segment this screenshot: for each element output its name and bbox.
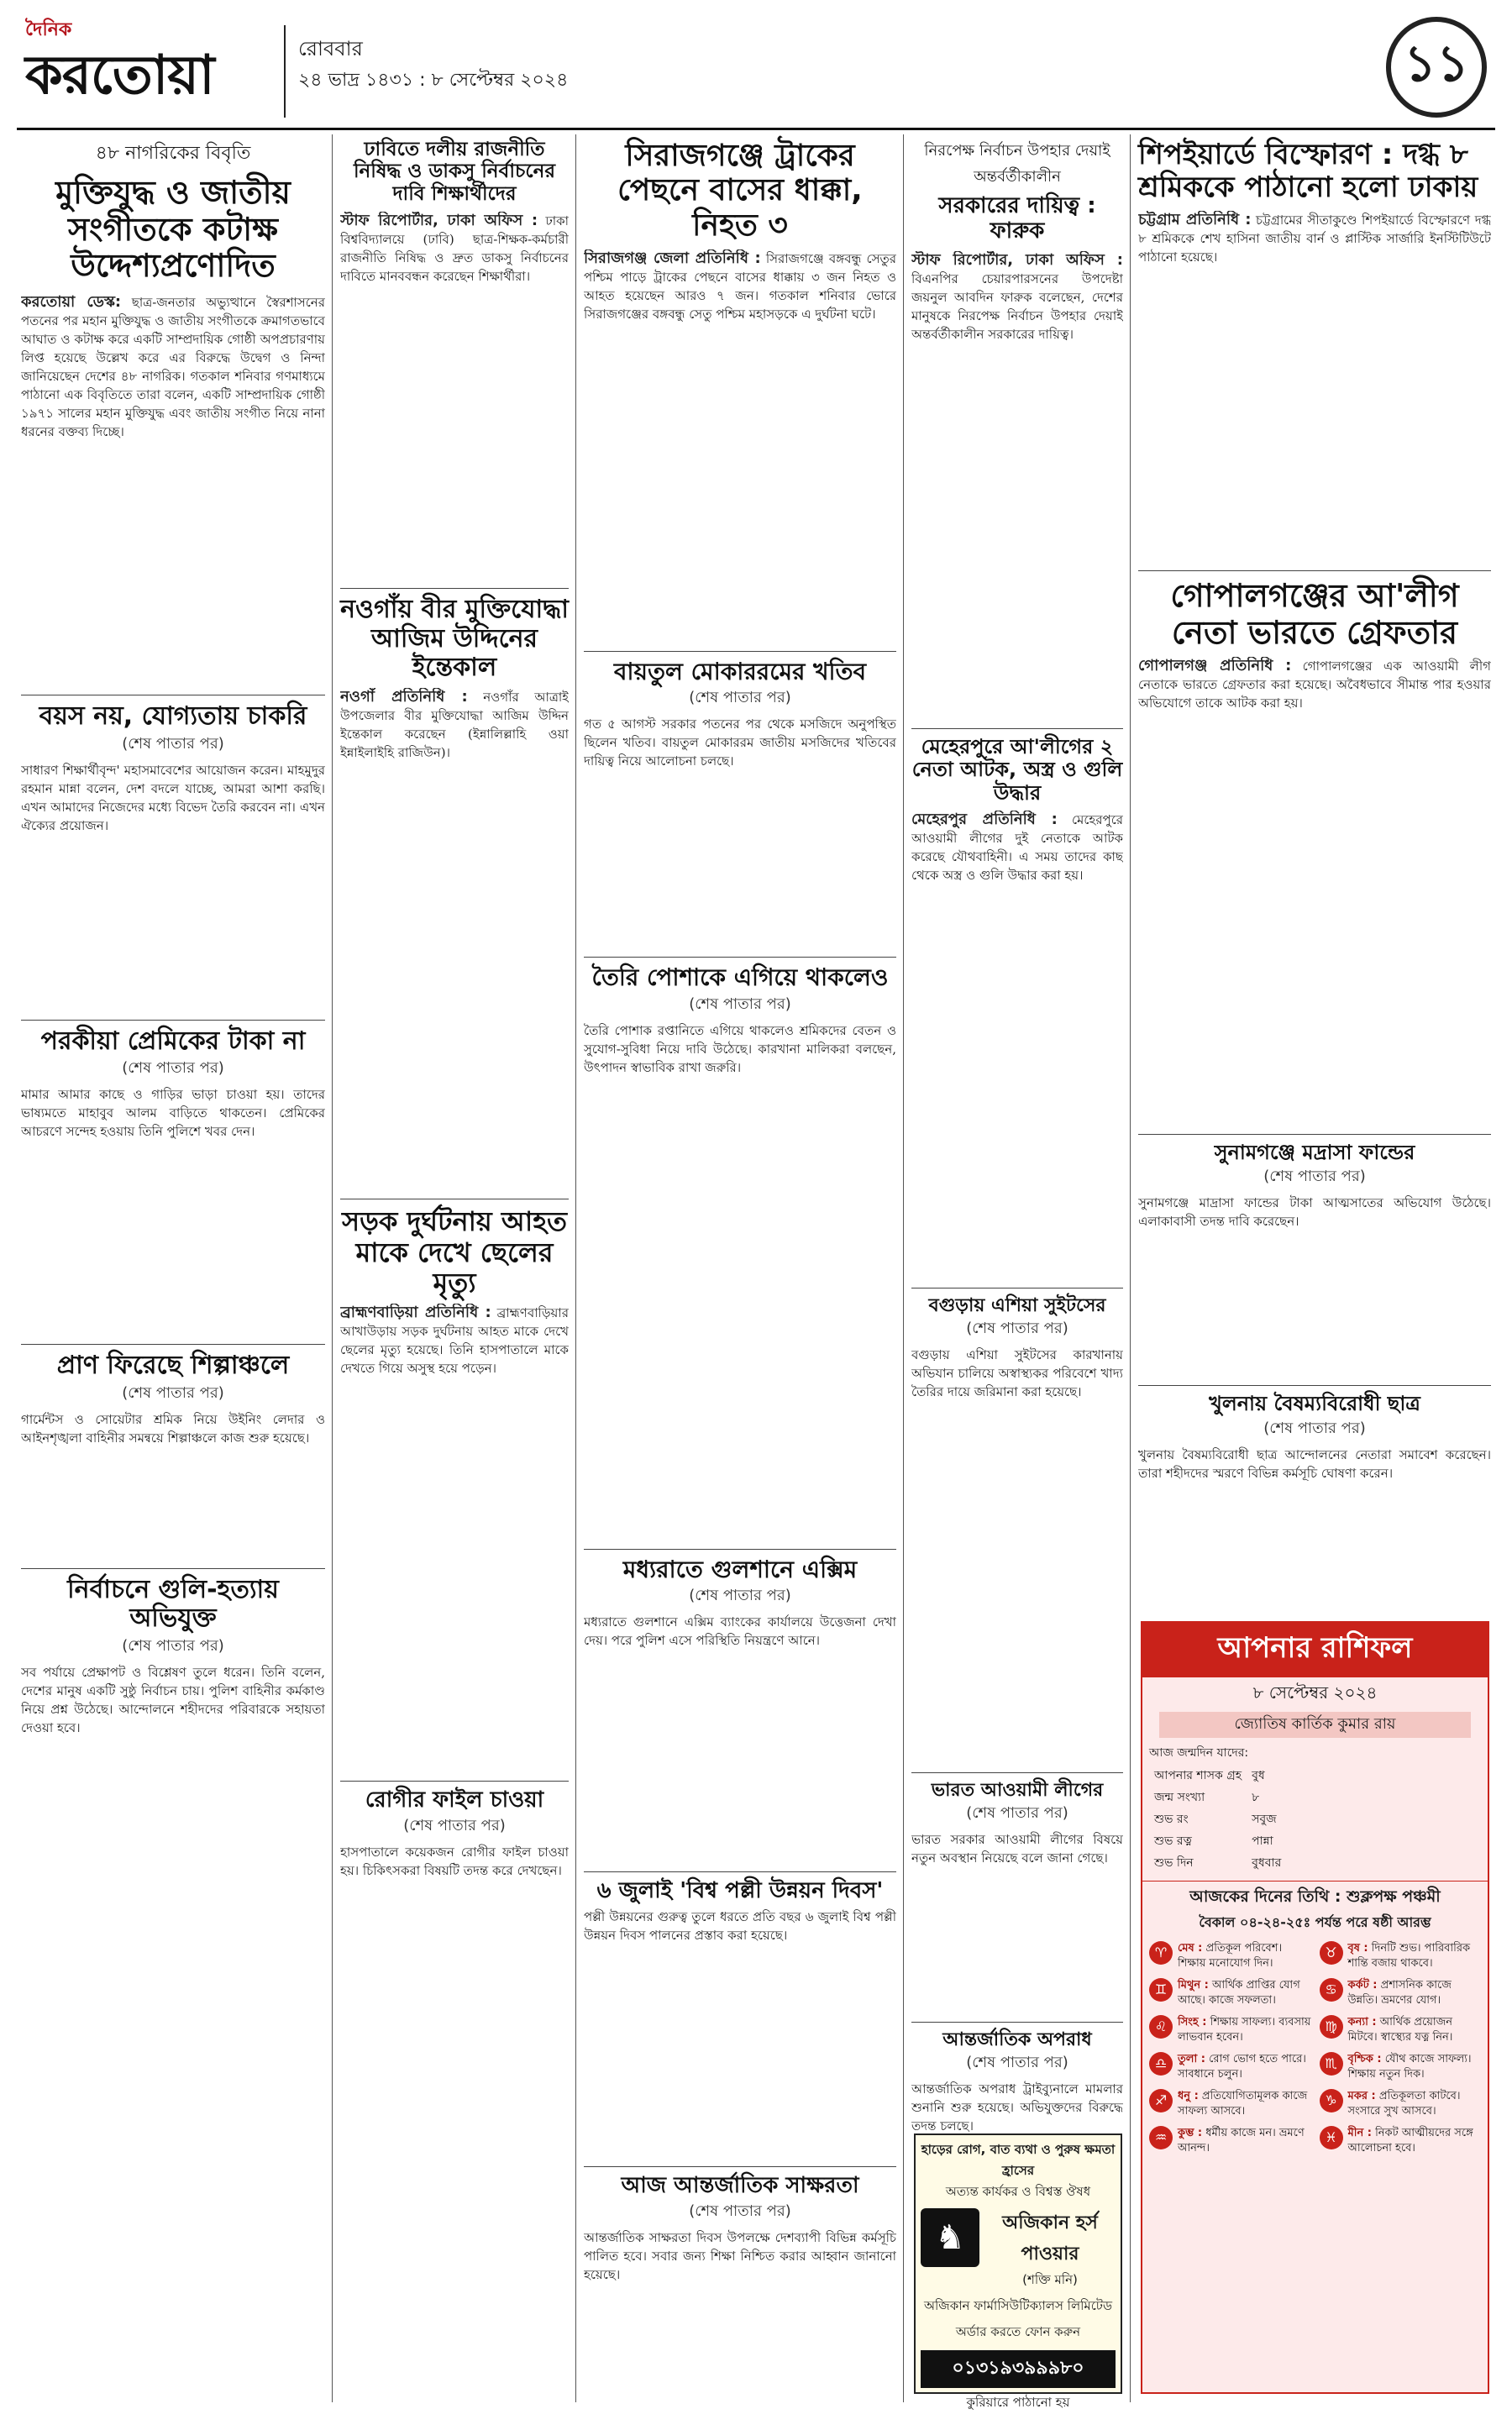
horoscope-sign-name: মেষ : xyxy=(1178,1942,1203,1955)
article-headline[interactable]: সরকারের দায়িত্ব : ফারুক xyxy=(938,193,1096,244)
masthead-divider xyxy=(284,25,286,118)
horoscope-sign-reading: নিকট আত্মীয়দের সঙ্গে আলোচনা হবে। xyxy=(1347,2127,1473,2154)
section-body: সুনামগঞ্জে মাদ্রাসা ফান্ডের টাকা আত্মসাতের অভিযোগ উঠেছে। এলাকাবাসী তদন্ত দাবি করেছেন। xyxy=(1138,1195,1491,1230)
advertisement[interactable] xyxy=(914,2133,1122,2410)
section-body: আন্তর্জাতিক সাক্ষরতা দিবস উপলক্ষে দেশব্যাপী বিভিন্ন কর্মসূচি পালিত হবে। সবার জন্য শিক্ষা নিশ্চিত করার আহ্বান জানানো হয়েছে। xyxy=(584,2229,896,2282)
section-headline[interactable]: মধ্যরাতে গুলশানে এক্সিম xyxy=(622,1555,858,1583)
article-byline: চট্টগ্রাম প্রতিনিধি : xyxy=(1138,211,1252,229)
horoscope-box xyxy=(1141,1621,1489,2394)
section-headline[interactable]: তৈরি পোশাকে এগিয়ে থাকলেও xyxy=(591,963,889,992)
horoscope-table-row xyxy=(1149,1852,1286,1874)
horse-logo-icon: ♞ xyxy=(921,2208,979,2267)
page-number-badge: ১১ xyxy=(1386,17,1487,118)
section-body: মামার আমার কাছে ও গাড়ির ভাড়া চাওয়া হয়। তাদের ভাষ্যমতে মাহাবুব আলম বাড়িতে থাকতেন। প্রেমিকের আচরণে সন্দেহ হওয়ায় তিনি পুলিশে খবর দেন। xyxy=(21,1087,325,1140)
section-headline[interactable]: বয়স নয়, যোগ্যতায় চাকরি xyxy=(39,701,307,732)
horoscope-sign xyxy=(1149,2052,1311,2082)
horoscope-sign xyxy=(1149,1941,1311,1971)
horoscope-table-row xyxy=(1149,1830,1286,1852)
horoscope-sign xyxy=(1149,2015,1311,2045)
section-rule xyxy=(1138,1385,1491,1386)
article-byline: স্টাফ রিপোর্টার, ঢাকা অফিস : xyxy=(911,250,1123,269)
horoscope-sign-text xyxy=(1348,2052,1482,2082)
horoscope-sign-text xyxy=(1348,1941,1482,1971)
horoscope-sign-text xyxy=(1178,1978,1311,2008)
horoscope-sign-text xyxy=(1178,1941,1311,1971)
section-body: ভারত সরকার আওয়ামী লীগের বিষয়ে নতুন অবস্থান নিয়েছে বলে জানা গেছে। xyxy=(911,1832,1123,1866)
section-text: গোপালগঞ্জের এক আওয়ামী লীগ নেতাকে ভারতে গ্রেফতার করা হয়েছে। অবৈধভাবে সীমান্ত পার হওয়ার অভিযোগে তাকে আটক করা হয়। xyxy=(1138,658,1491,711)
column-divider xyxy=(903,134,904,2402)
continuation-note: (শেষ পাতার পর) xyxy=(122,1636,224,1655)
horoscope-sign-text xyxy=(1178,2126,1311,2156)
horoscope-sign-reading: প্রশাসনিক কাজে উন্নতি। ভ্রমণের যোগ। xyxy=(1347,1979,1452,2007)
column-1 xyxy=(21,139,325,2398)
section-rule xyxy=(911,728,1123,729)
horoscope-sign-reading: রোগ ভোগ হতে পারে। সাবধানে চলুন। xyxy=(1178,2053,1306,2081)
horoscope-table-key: জন্ম সংখ্যা xyxy=(1154,1791,1205,1804)
zodiac-icon: ♊ xyxy=(1149,1978,1173,2002)
horoscope-table-key: আপনার শাসক গ্রহ xyxy=(1154,1769,1242,1782)
horoscope-table-value: বুধবার xyxy=(1252,1856,1282,1870)
section-body: হাসপাতালে কয়েকজন রোগীর ফাইল চাওয়া হয়। চিকিৎসকরা বিষয়টি তদন্ত করে দেখছেন। xyxy=(340,1845,569,1879)
ad-brand: অজিকান হর্স পাওয়ার xyxy=(1002,2212,1098,2265)
article-headline[interactable]: ঢাবিতে দলীয় রাজনীতি নিষিদ্ধ ও ডাকসু নির্বাচনের দাবি শিক্ষার্থীদের xyxy=(353,139,556,205)
section-headline[interactable]: মেহেরপুরে আ'লীগের ২ নেতা আটক, অস্ত্র ও গুলি উদ্ধার xyxy=(911,734,1123,805)
zodiac-icon: ♌ xyxy=(1149,2015,1173,2039)
horoscope-sign-reading: দিনটি শুভ। পারিবারিক শান্তি বজায় থাকবে। xyxy=(1347,1942,1471,1970)
continuation-note: (শেষ পাতার পর) xyxy=(122,1383,224,1402)
section-headline[interactable]: আন্তর্জাতিক অপরাধ xyxy=(942,2029,1092,2051)
section-rule xyxy=(584,957,896,958)
ad-tagline: (শক্তি মনি) xyxy=(1022,2272,1078,2287)
horoscope-sign xyxy=(1320,2089,1482,2119)
horoscope-sign-name: মিথুন : xyxy=(1178,1979,1209,1992)
masthead-date: ২৪ ভাদ্র ১৪৩১ : ৮ সেপ্টেম্বর ২০২৪ xyxy=(298,70,569,91)
horoscope-date: ৮ সেপ্টেম্বর ২০২৪ xyxy=(1252,1682,1378,1703)
column-3 xyxy=(584,139,896,2398)
horoscope-tithi-time: বৈকাল ০৪-২৪-২৫ঃ পর্যন্ত পরে ষষ্ঠী আরম্ভ xyxy=(1199,1914,1431,1930)
section-byline: মেহেরপুর প্রতিনিধি : xyxy=(911,810,1058,828)
continuation-note: (শেষ পাতার পর) xyxy=(966,1804,1068,1823)
section-body: গত ৫ আগস্ট সরকার পতনের পর থেকে মসজিদে অনুপস্থিত ছিলেন খতিব। বায়তুল মোকাররম জাতীয় মসজিদের খতিবের দায়িত্ব নিয়ে আলোচনা চলছে। xyxy=(584,716,896,769)
section-text: ব্রাহ্মণবাড়িয়ার আখাউড়ায় সড়ক দুর্ঘটনায় আহত মাকে দেখে ছেলের মৃত্যু হয়েছে। তিনি হাসপাতালে মাকে দেখতে গিয়ে অসুস্থ হয়ে পড়েন। xyxy=(340,1305,569,1377)
horoscope-sign-text xyxy=(1178,2052,1311,2082)
horoscope-sign-reading: যৌথ কাজে সাফল্য। শিক্ষায় নতুন দিক। xyxy=(1347,2053,1472,2081)
column-divider xyxy=(332,134,333,2402)
zodiac-icon: ♏ xyxy=(1320,2052,1343,2076)
section-rule xyxy=(911,2022,1123,2023)
masthead-logo xyxy=(25,15,269,120)
section-headline[interactable]: সুনামগঞ্জে মদ্রাসা ফান্ডের xyxy=(1214,1140,1415,1164)
section-body xyxy=(1138,657,1491,1127)
horoscope-sign-reading: ধর্মীয় কাজে মন। ভ্রমণে আনন্দ। xyxy=(1178,2127,1305,2154)
horoscope-table-value: বুধ xyxy=(1252,1769,1265,1782)
section-rule xyxy=(1138,1134,1491,1135)
article-text: সিরাজগঞ্জে বঙ্গবন্ধু সেতুর পশ্চিম পাড়ে ট্রাকের পেছনে বাসের ধাক্কায় ৩ জন নিহত ও আহত হয়েছেন আরও ৭ জন। গতকাল শনিবার ভোরে সিরাজগঞ্জের বঙ্গবন্ধু সেতু পশ্চিম মহাসড়কে এ দুর্ঘটনা ঘটে। xyxy=(584,251,896,323)
article-text: ছাত্র-জনতার অভ্যুত্থানে স্বৈরশাসনের পতনের পর মহান মুক্তিযুদ্ধ ও জাতীয় সংগীতকে ক্রমাগতভাবে আঘাত ও কটাক্ষ করে একটি সাম্প্রদায়িক গোষ্ঠী অপপ্রচারণায় লিপ্ত হয়েছে উল্লেখ করে এর বিরুদ্ধে উদ্বেগ ও নিন্দা জানিয়েছেন দেশের ৪৮ নাগরিক। গতকাল শনিবার গণমাধ্যমে পাঠানো এক বিবৃতিতে তারা বলেন, একটি সাম্প্রদায়িক গোষ্ঠী ১৯৭১ সালের মহান মুক্তিযুদ্ধ এবং জাতীয় সংগীত নিয়ে নানা ধরনের বক্তব্য দিচ্ছে। xyxy=(21,295,325,440)
horoscope-sign-text xyxy=(1348,2089,1482,2119)
horoscope-sign xyxy=(1320,1978,1482,2008)
horoscope-sign-name: বৃষ : xyxy=(1347,1942,1368,1955)
horoscope-sign xyxy=(1320,2126,1482,2156)
horoscope-table-key: শুভ রত্ন xyxy=(1154,1834,1192,1848)
horoscope-table-row xyxy=(1149,1808,1286,1830)
section-rule xyxy=(584,1871,896,1872)
horoscope-sign xyxy=(1149,2126,1311,2156)
continuation-note: (শেষ পাতার পর) xyxy=(122,1059,224,1078)
horoscope-sign-reading: শিক্ষায় সাফল্য। ব্যবসায় লাভবান হবেন। xyxy=(1178,2016,1311,2044)
ad-address: অর্ডার করতে ফোন করুন xyxy=(955,2324,1081,2339)
section-rule xyxy=(911,1772,1123,1773)
column-divider xyxy=(575,134,576,2402)
section-headline[interactable]: বগুড়ায় এশিয়া সুইটসের xyxy=(928,1294,1106,1316)
section-body: খুলনায় বৈষম্যবিরোধী ছাত্র আন্দোলনের নেতারা সমাবেশ করেছেন। তারা শহীদদের স্মরণে বিভিন্ন কর্মসূচি ঘোষণা করেন। xyxy=(1138,1446,1491,1481)
column-2 xyxy=(340,139,569,2398)
ad-phone[interactable]: ০১৩১৯৩৯৯৯৮০ xyxy=(921,2350,1116,2388)
horoscope-sign-name: বৃশ্চিক : xyxy=(1347,2053,1382,2065)
ad-footer: কুরিয়ারে পাঠানো হয় xyxy=(966,2395,1070,2410)
section-body xyxy=(911,811,1123,1281)
section-rule xyxy=(21,1344,325,1345)
continuation-note: (শেষ পাতার পর) xyxy=(403,1817,506,1835)
section-rule xyxy=(340,588,569,589)
article-headline[interactable]: শিপইয়ার্ডে বিস্ফোরণ : দগ্ধ ৮ শ্রমিককে পাঠানো হলো ঢাকায় xyxy=(1138,138,1478,205)
brand-title: করতোয়া xyxy=(25,45,214,107)
article-body xyxy=(340,212,569,581)
section-body: পল্লী উন্নয়নের গুরুত্ব তুলে ধরতে প্রতি বছর ৬ জুলাই বিশ্ব পল্লী উন্নয়ন দিবস পালনের প্রস্তাব করা হয়েছে। xyxy=(584,1908,896,1943)
article-byline: স্টাফ রিপোর্টার, ঢাকা অফিস : xyxy=(340,212,538,230)
horoscope-sign-name: মীন : xyxy=(1347,2127,1372,2139)
section-rule xyxy=(340,1781,569,1782)
section-headline[interactable]: খুলনায় বৈষম্যবিরোধী ছাত্র xyxy=(1209,1392,1420,1416)
horoscope-table-key: শুভ রং xyxy=(1154,1813,1189,1826)
zodiac-icon: ♓ xyxy=(1320,2126,1343,2149)
horoscope-table-value: সবুজ xyxy=(1252,1813,1277,1826)
continuation-note: (শেষ পাতার পর) xyxy=(966,1319,1068,1337)
zodiac-icon: ♈ xyxy=(1149,1941,1173,1965)
horoscope-birthday-table xyxy=(1149,1765,1286,1874)
horoscope-table-value: পান্না xyxy=(1252,1834,1273,1848)
section-headline[interactable]: আজ আন্তর্জাতিক সাক্ষরতা xyxy=(621,2172,859,2198)
zodiac-icon: ♍ xyxy=(1320,2015,1343,2039)
article-body xyxy=(584,249,896,644)
zodiac-icon: ♑ xyxy=(1320,2089,1343,2112)
section-headline[interactable]: প্রাণ ফিরেছে শিল্পাঞ্চলে xyxy=(56,1351,290,1381)
article-kicker: ৪৮ নাগরিকের বিবৃতি xyxy=(95,143,251,164)
section-byline: গোপালগঞ্জ প্রতিনিধি : xyxy=(1138,656,1292,674)
section-headline[interactable]: সড়ক দুর্ঘটনায় আহত মাকে দেখে ছেলের মৃত্যু xyxy=(341,1205,568,1299)
section-rule xyxy=(21,1568,325,1569)
section-text: নওগাঁর আত্রাই উপজেলার বীর মুক্তিযোদ্ধা আজিম উদ্দিন ইন্তেকাল করেছেন (ইন্নালিল্লাহি ওয়া ইন্নাইলাইহি রাজিউন)। xyxy=(340,689,569,760)
horoscope-sign xyxy=(1320,1941,1482,1971)
article-body xyxy=(21,293,325,688)
article-byline: করতোয়া ডেস্ক: xyxy=(21,293,122,312)
article-byline: সিরাজগঞ্জ জেলা প্রতিনিধি : xyxy=(584,249,761,268)
continuation-note: (শেষ পাতার পর) xyxy=(689,689,791,707)
section-rule xyxy=(584,2166,896,2167)
section-text: মেহেরপুরে আওয়ামী লীগের দুই নেতাকে আটক করেছে যৌথবাহিনী। এ সময় তাদের কাছ থেকে অস্ত্র ও গুলি উদ্ধার করা হয়। xyxy=(911,811,1123,883)
continuation-note: (শেষ পাতার পর) xyxy=(689,1586,791,1604)
section-body: আন্তর্জাতিক অপরাধ ট্রাইব্যুনালে মামলার শুনানি শুরু হয়েছে। অভিযুক্তদের বিরুদ্ধে তদন্ত চলছে। xyxy=(911,2081,1123,2134)
section-rule xyxy=(1138,570,1491,571)
horoscope-table-value: ৮ xyxy=(1252,1791,1260,1804)
horoscope-sign-reading: আর্থিক প্রয়োজন মিটবে। স্বাস্থ্যের যত্ন নিন। xyxy=(1347,2016,1453,2044)
section-body: তৈরি পোশাক রপ্তানিতে এগিয়ে থাকলেও শ্রমিকদের বেতন ও সুযোগ-সুবিধা নিয়ে দাবি উঠেছে। কারখানা মালিকরা বলছেন, উৎপাদন স্বাভাবিক রাখা জরুরি। xyxy=(584,1022,896,1075)
article-body xyxy=(911,251,1123,722)
horoscope-sign-name: সিংহ : xyxy=(1178,2016,1207,2028)
column-divider xyxy=(1130,134,1131,2402)
section-body xyxy=(340,1304,569,1774)
section-byline: নওগাঁ প্রতিনিধি : xyxy=(340,687,468,706)
section-body: বগুড়ায় এশিয়া সুইটসের কারখানায় অভিযান চালিয়ে অস্বাস্থ্যকর পরিবেশে খাদ্য তৈরির দায়ে জরিমানা করা হয়েছে। xyxy=(911,1346,1123,1399)
horoscope-intro: আজ জন্মদিন যাদের: xyxy=(1149,1746,1249,1760)
horoscope-sign xyxy=(1320,2015,1482,2045)
column-4 xyxy=(911,139,1123,2398)
section-body: মধ্যরাতে গুলশানে এক্সিম ব্যাংকের কার্যালয়ে উত্তেজনা দেখা দেয়। পরে পুলিশ এসে পরিস্থিতি নিয়ন্ত্রণে আনে। xyxy=(584,1614,896,1648)
section-body: সাধারণ শিক্ষার্থীবৃন্দ' মহাসমাবেশের আয়োজন করেন। মাহমুদুর রহমান মান্না বলেন, দেশ বদলে যাচ্ছে, আমরা আশা করছি। এখন আমাদের নিজেদের মধ্যে বিভেদ তৈরি করবেন না। এখন ঐক্যের প্রয়োজন। xyxy=(21,762,325,833)
horoscope-sign-text xyxy=(1178,2015,1311,2045)
section-headline[interactable]: ৬ জুলাই 'বিশ্ব পল্লী উন্নয়ন দিবস' xyxy=(596,1877,884,1903)
masthead-day: রোববার xyxy=(298,37,363,60)
zodiac-icon: ♒ xyxy=(1149,2126,1173,2149)
ad-line: অত্যন্ত কার্যকর ও বিশ্বস্ত ঔষধ xyxy=(945,2184,1091,2199)
continuation-note: (শেষ পাতার পর) xyxy=(1263,1419,1366,1437)
section-body: গার্মেন্টস ও সোয়েটার শ্রমিক নিয়ে উইনিং লেদার ও আইনশৃঙ্খলা বাহিনীর সমন্বয়ে শিল্পাঞ্চলে কাজ শুরু হয়েছে। xyxy=(21,1411,325,1446)
section-rule xyxy=(584,651,896,652)
horoscope-title: আপনার রাশিফল xyxy=(1142,1623,1488,1677)
ad-line: হাড়ের রোগ, বাত ব্যথা ও পুরুষ ক্ষমতা হ্রাসের xyxy=(921,2142,1116,2178)
zodiac-icon: ♐ xyxy=(1149,2089,1173,2112)
article-headline[interactable]: মুক্তিযুদ্ধ ও জাতীয় সংগীতকে কটাক্ষ উদ্দেশ্যপ্রণোদিত xyxy=(55,174,291,285)
section-headline[interactable]: ভারত আওয়ামী লীগের xyxy=(931,1779,1104,1801)
horoscope-sign-reading: প্রতিকূল পরিবেশ। শিক্ষায় মনোযোগ দিন। xyxy=(1178,1942,1283,1970)
horoscope-sign-name: কুম্ভ : xyxy=(1178,2127,1203,2139)
horoscope-author: জ্যোতিষ কার্তিক কুমার রায় xyxy=(1159,1712,1471,1738)
horoscope-tithi: আজকের দিনের তিথি : শুক্লপক্ষ পঞ্চমী xyxy=(1142,1881,1488,1912)
horoscope-sign-text xyxy=(1348,2015,1482,2045)
section-headline[interactable]: রোগীর ফাইল চাওয়া xyxy=(365,1787,544,1813)
horoscope-sign xyxy=(1320,2052,1482,2082)
horoscope-table-key: শুভ দিন xyxy=(1154,1856,1194,1870)
horoscope-sign-reading: প্রতিযোগিতামূলক কাজে সাফল্য আসবে। xyxy=(1178,2090,1308,2118)
horoscope-sign xyxy=(1149,2089,1311,2119)
article-text: ঢাকা বিশ্ববিদ্যালয়ে (ঢাবি) ছাত্র-শিক্ষক-কর্মচারী রাজনীতি নিষিদ্ধ ও দ্রুত ডাকসু নির্বাচনের দাবিতে মানববন্ধন করেছেন শিক্ষার্থীরা। xyxy=(340,213,569,285)
continuation-note: (শেষ পাতার পর) xyxy=(1263,1168,1366,1186)
article-headline[interactable]: সিরাজগঞ্জে ট্রাকের পেছনে বাসের ধাক্কা, নিহত ৩ xyxy=(617,139,863,243)
horoscope-sign-name: তুলা : xyxy=(1178,2053,1205,2065)
article-body xyxy=(1138,211,1491,564)
section-headline[interactable]: নওগাঁয় বীর মুক্তিযোদ্ধা আজিম উদ্দিনের ইন্তেকাল xyxy=(340,595,569,683)
horoscope-signs xyxy=(1142,1934,1488,2163)
section-rule xyxy=(584,1549,896,1550)
zodiac-icon: ♎ xyxy=(1149,2052,1173,2076)
continuation-note: (শেষ পাতার পর) xyxy=(966,2054,1068,2072)
horoscope-table-row xyxy=(1149,1765,1286,1787)
zodiac-icon: ♋ xyxy=(1320,1978,1343,2002)
masthead-rule xyxy=(17,128,1495,130)
brand-small: দৈনিক xyxy=(25,19,72,40)
article-kicker: নিরপেক্ষ নির্বাচন উপহার দেয়াই অন্তর্বর্তীকালীন xyxy=(924,142,1110,186)
horoscope-sign-name: ধনু : xyxy=(1178,2090,1199,2102)
article-text: বিএনপির চেয়ারপারসনের উপদেষ্টা জয়নুল আবদিন ফারুক বলেছেন, দেশের মানুষকে নিরপেক্ষ নির্বাচন উপহার দেয়াই অন্তর্বর্তীকালীন সরকারের দায়িত্ব। xyxy=(911,270,1123,342)
section-headline[interactable]: গোপালগঞ্জের আ'লীগ নেতা ভারতে গ্রেফতার xyxy=(1170,577,1459,651)
section-byline: ব্রাহ্মণবাড়িয়া প্রতিনিধি : xyxy=(340,1304,491,1322)
section-rule xyxy=(21,1020,325,1021)
continuation-note: (শেষ পাতার পর) xyxy=(689,995,791,1013)
horoscope-sign-text xyxy=(1178,2089,1311,2119)
horoscope-sign-text xyxy=(1348,1978,1482,2008)
horoscope-sign-name: কর্কট : xyxy=(1347,1979,1378,1992)
article-text: চট্টগ্রামের সীতাকুণ্ডে শিপইয়ার্ডে বিস্ফোরণে দগ্ধ ৮ শ্রমিককে শেখ হাসিনা জাতীয় বার্ন ও প্লাস্টিক সার্জারি ইনস্টিটিউটে পাঠানো হয়েছে। xyxy=(1138,213,1491,265)
section-headline[interactable]: নির্বাচনে গুলি-হত্যায় অভিযুক্ত xyxy=(67,1574,279,1634)
zodiac-icon: ♉ xyxy=(1320,1941,1343,1965)
continuation-note: (শেষ পাতার পর) xyxy=(689,2202,791,2220)
section-headline[interactable]: বায়তুল মোকাররমের খতিব xyxy=(613,658,867,686)
horoscope-sign-name: মকর : xyxy=(1347,2090,1376,2102)
continuation-note: (শেষ পাতার পর) xyxy=(122,734,224,753)
horoscope-table-row xyxy=(1149,1787,1286,1808)
ad-company: অজিকান ফার্মাসিউটিক্যালস লিমিটেড xyxy=(924,2298,1112,2313)
section-body xyxy=(340,688,569,1192)
horoscope-sign-reading: আর্থিক প্রাপ্তির যোগ আছে। কাজে সফলতা। xyxy=(1178,1979,1300,2007)
horoscope-sign-text xyxy=(1348,2126,1482,2156)
section-headline[interactable]: পরকীয়া প্রেমিকের টাকা না xyxy=(40,1026,306,1056)
horoscope-sign-reading: প্রতিকূলতা কাটবে। সংসারে সুখ আসবে। xyxy=(1347,2090,1461,2118)
horoscope-sign-name: কন্যা : xyxy=(1347,2016,1377,2028)
section-body: সব পর্যায়ে প্রেক্ষাপট ও বিশ্লেষণ তুলে ধরেন। তিনি বলেন, দেশের মানুষ একটি সুষ্ঠু নির্বাচন চায়। পুলিশ বাহিনীর কর্মকাণ্ড নিয়ে প্রশ্ন উঠেছে। আন্দোলনে শহীদদের পরিবারকে সহায়তা দেওয়া হবে। xyxy=(21,1664,325,1735)
horoscope-sign xyxy=(1149,1978,1311,2008)
